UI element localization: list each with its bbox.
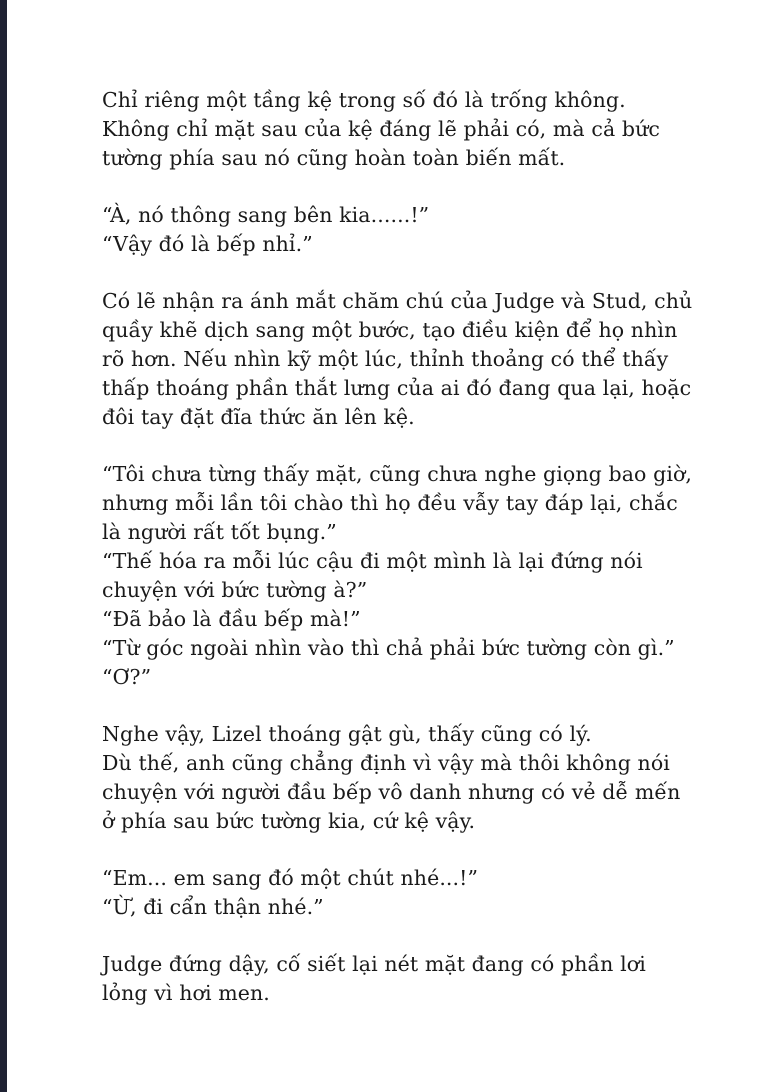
- text-line: “Em... em sang đó một chút nhé...!”: [102, 866, 479, 890]
- paragraph: [102, 460, 702, 692]
- paragraph: [102, 287, 702, 432]
- paragraph: [102, 720, 702, 836]
- paragraph: [102, 201, 702, 259]
- text-line: “Từ góc ngoài nhìn vào thì chả phải bức tường còn gì.”: [102, 636, 675, 660]
- paragraph: [102, 864, 702, 922]
- text-line: là người rất tốt bụng.”: [102, 520, 337, 544]
- page-edge-bar: [0, 0, 7, 1092]
- text-line: “Thế hóa ra mỗi lúc cậu đi một mình là lại đứng nói: [102, 549, 643, 573]
- text-line: Không chỉ mặt sau của kệ đáng lẽ phải có, mà cả bức: [102, 117, 660, 141]
- text-line: Judge đứng dậy, cố siết lại nét mặt đang có phần lơi: [102, 952, 646, 976]
- text-line: “À, nó thông sang bên kia......!”: [102, 203, 430, 227]
- text-line: lỏng vì hơi men.: [102, 981, 270, 1005]
- text-line: Chỉ riêng một tầng kệ trong số đó là trống không.: [102, 88, 626, 112]
- text-line: chuyện với người đầu bếp vô danh nhưng có vẻ dễ mến: [102, 780, 681, 804]
- paragraph: [102, 86, 702, 173]
- paragraph: [102, 950, 702, 1008]
- text-line: chuyện với bức tường à?”: [102, 578, 368, 602]
- text-line: “Tôi chưa từng thấy mặt, cũng chưa nghe giọng bao giờ,: [102, 462, 693, 486]
- text-line: “Vậy đó là bếp nhỉ.”: [102, 232, 313, 256]
- text-line: quầy khẽ dịch sang một bước, tạo điều kiện để họ nhìn: [102, 318, 678, 342]
- text-line: rõ hơn. Nếu nhìn kỹ một lúc, thỉnh thoảng có thể thấy: [102, 347, 669, 371]
- text-line: tường phía sau nó cũng hoàn toàn biến mất.: [102, 146, 566, 170]
- text-line: “Đã bảo là đầu bếp mà!”: [102, 607, 361, 631]
- text-line: “Ơ?”: [102, 665, 152, 689]
- text-line: Có lẽ nhận ra ánh mắt chăm chú của Judge và Stud, chủ: [102, 289, 693, 313]
- text-line: “Ừ, đi cẩn thận nhé.”: [102, 895, 324, 919]
- text-line: Dù thế, anh cũng chẳng định vì vậy mà thôi không nói: [102, 751, 670, 775]
- text-line: thấp thoáng phần thắt lưng của ai đó đang qua lại, hoặc: [102, 376, 692, 400]
- document-page: [102, 86, 702, 1036]
- text-line: đôi tay đặt đĩa thức ăn lên kệ.: [102, 405, 415, 429]
- text-line: Nghe vậy, Lizel thoáng gật gù, thấy cũng có lý.: [102, 722, 592, 746]
- text-line: nhưng mỗi lần tôi chào thì họ đều vẫy tay đáp lại, chắc: [102, 491, 678, 515]
- text-line: ở phía sau bức tường kia, cứ kệ vậy.: [102, 809, 476, 833]
